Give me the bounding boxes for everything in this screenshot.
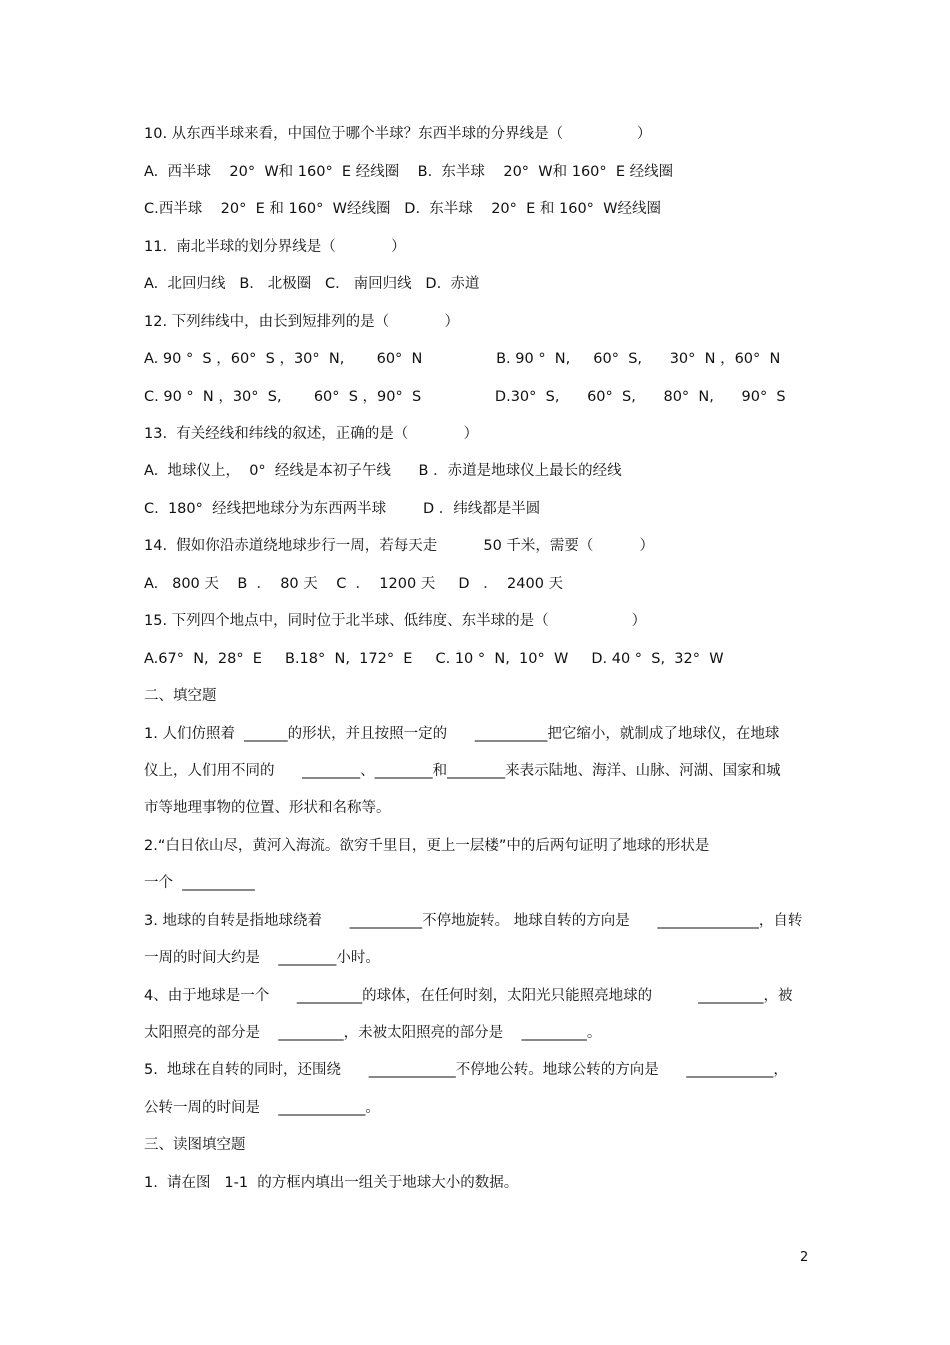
section-heading-map-reading: 三、读图填空题 bbox=[144, 1137, 246, 1153]
question-10-options-ab: A. 西半球 20° W和 160° E 经线圈 B. 东半球 20° W和 160° E 经线圈 bbox=[144, 164, 674, 180]
question-12-stem: 12. 下列纬线中，由长到短排列的是（ ） bbox=[144, 314, 459, 330]
fill-in-1-line-3: 市等地理事物的位置、形状和名称等。 bbox=[144, 800, 391, 816]
question-13-options-ab: A. 地球仪上， 0° 经线是本初子午线 B ．赤道是地球仪上最长的经线 bbox=[144, 463, 622, 479]
map-reading-1: 1. 请在图 1-1 的方框内填出一组关于地球大小的数据。 bbox=[144, 1175, 519, 1191]
fill-in-4-line-1: 4、由于地球是一个 _________的球体，在任何时刻，太阳光只能照亮地球的 _________，被 bbox=[144, 988, 793, 1004]
fill-in-2-line-1: 2.“白日依山尽，黄河入海流。欲穷千里目，更上一层楼”中的后两句证明了地球的形状是 bbox=[144, 838, 710, 854]
fill-in-3-line-1: 3. 地球的自转是指地球绕着 __________不停地旋转。 地球自转的方向是 ______________，自转 bbox=[144, 913, 803, 929]
fill-in-2-line-2: 一个 __________ bbox=[144, 875, 255, 891]
question-15-options: A.67° N, 28° E B.18° N, 172° E C. 10 ° N, 10° W D. 40 ° S, 32° W bbox=[144, 651, 724, 667]
question-10-options-cd: C.西半球 20° E 和 160° W经线圈 D. 东半球 20° E 和 160° W经线圈 bbox=[144, 201, 661, 217]
question-12-options-ab: A. 90 ° S ，60° S ，30° N, 60° N B. 90 ° N, 60° S, 30° N ，60° N bbox=[144, 351, 781, 367]
question-12-options-cd: C. 90 ° N ，30° S, 60° S ，90° S D.30° S, 60° S, 80° N, 90° S bbox=[144, 389, 786, 405]
fill-in-3-line-2: 一周的时间大约是 ________小时。 bbox=[144, 950, 380, 966]
question-14-options: A. 800 天 B ． 80 天 C ． 1200 天 D ． 2400 天 bbox=[144, 576, 564, 592]
question-15-stem: 15. 下列四个地点中，同时位于北半球、低纬度、东半球的是（ ） bbox=[144, 613, 647, 629]
question-11-stem: 11. 南北半球的划分界线是（ ） bbox=[144, 239, 406, 255]
fill-in-4-line-2: 太阳照亮的部分是 _________，未被太阳照亮的部分是 _________。 bbox=[144, 1025, 602, 1041]
section-heading-fill-in: 二、填空题 bbox=[144, 688, 217, 704]
fill-in-1-line-2: 仪上，人们用不同的 ________、________和________来表示陆地、海洋、山脉、河湖、国家和城 bbox=[144, 763, 781, 779]
question-11-options: A. 北回归线 B. 北极圈 C. 南回归线 D. 赤道 bbox=[144, 276, 480, 292]
fill-in-5-line-2: 公转一周的时间是 ____________。 bbox=[144, 1100, 380, 1116]
question-10-stem: 10. 从东西半球来看，中国位于哪个半球？东西半球的分界线是（ ） bbox=[144, 126, 652, 142]
fill-in-1-line-1: 1. 人们仿照着 ______的形状，并且按照一定的 __________把它缩小，就制成了地球仪，在地球 bbox=[144, 726, 780, 742]
question-14-stem: 14. 假如你沿赤道绕地球步行一周，若每天走 50 千米，需要（ ） bbox=[144, 538, 655, 554]
fill-in-5-line-1: 5. 地球在自转的同时，还围绕 ____________不停地公转。地球公转的方向是 ____________， bbox=[144, 1062, 788, 1078]
question-13-options-cd: C. 180° 经线把地球分为东西两半球 D ．纬线都是半圆 bbox=[144, 501, 541, 517]
page-number: 2 bbox=[800, 1250, 809, 1265]
question-13-stem: 13. 有关经线和纬线的叙述，正确的是（ ） bbox=[144, 426, 479, 442]
